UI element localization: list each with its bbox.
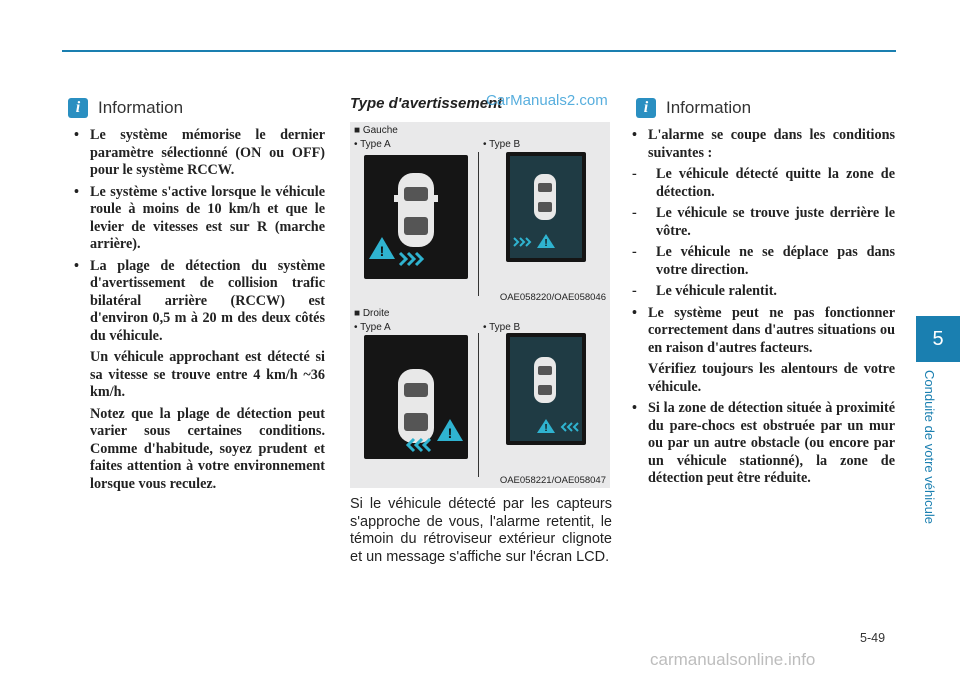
dash-item-2: - Le véhicule se trouve juste derrière le vôtre. bbox=[632, 205, 895, 239]
type-b-label: • Type B bbox=[483, 139, 521, 150]
figure-right-side bbox=[350, 305, 610, 488]
dash-text: Le véhicule se trouve juste derrière le vôtre. bbox=[656, 205, 895, 239]
dash-item-4: - Le véhicule ralentit. bbox=[632, 283, 777, 299]
dash-text: Le véhicule ralentit. bbox=[656, 283, 777, 299]
carmanuals-watermark: CarManuals2.com bbox=[486, 92, 608, 109]
info-icon: i bbox=[68, 98, 88, 118]
figure-divider bbox=[478, 333, 479, 477]
dash-item-3: - Le véhicule ne se déplace pas dans votre direction. bbox=[632, 244, 895, 278]
type-a-display bbox=[364, 155, 468, 279]
type-a-label: • Type A bbox=[354, 139, 391, 150]
type-a-label: • Type A bbox=[354, 322, 391, 333]
figure-code: OAE058221/OAE058047 bbox=[499, 475, 606, 486]
svg-text:!: ! bbox=[447, 425, 453, 441]
chapter-tab: 5 bbox=[916, 316, 960, 362]
type-b-display bbox=[506, 152, 586, 262]
right-para: Vérifiez toujours les alentours de votre véhicule. bbox=[648, 361, 895, 395]
left-bullet-3: • La plage de détection du système d'avertissement de collision trafic bilatéral arrière (RCCW) est d'environ 0,5 m à 20 m des deux côtés du véhicule. bbox=[74, 258, 325, 346]
right-bullet-1: • L'alarme se coupe dans les conditions suivantes : bbox=[632, 127, 895, 162]
car-warning-left-b-icon bbox=[506, 152, 586, 262]
figure-section-label: ■ Droite bbox=[354, 308, 390, 319]
left-info-heading bbox=[68, 98, 183, 118]
type-a-display bbox=[364, 335, 468, 459]
top-rule bbox=[62, 50, 896, 52]
left-info-title: Information bbox=[98, 98, 184, 117]
footer-watermark: carmanualsonline.info bbox=[650, 650, 816, 669]
figure-left-side bbox=[350, 122, 610, 305]
figure-section-label: ■ Gauche bbox=[354, 125, 398, 136]
figure-divider bbox=[478, 152, 479, 296]
svg-text:!: ! bbox=[544, 423, 548, 434]
svg-text:!: ! bbox=[379, 243, 385, 259]
car-warning-right-b-icon bbox=[506, 333, 586, 445]
chapter-label: Conduite de votre véhicule bbox=[922, 370, 937, 524]
left-para-2: Notez que la plage de détection peut varier sous certaines conditions. Comme d'habitude, soyez prudent et faites attention à votre environnement lorsque vous reculez. bbox=[90, 405, 325, 492]
left-bullet-2: • Le système s'active lorsque le véhicule roule à moins de 10 km/h et que le levier de vitesses est sur R (marche arrière). bbox=[74, 184, 325, 254]
right-bullet-3: • Si la zone de détection située à proximité du pare-chocs est obstruée par un mur ou par un autre obstacle (ou encore par un véhicule stationné), la zone de détection peut être réduite. bbox=[632, 400, 895, 488]
dash-text: Le véhicule détecté quitte la zone de détection. bbox=[656, 166, 895, 200]
right-info-title: Information bbox=[666, 98, 752, 117]
warning-type-title: Type d'avertissement bbox=[350, 95, 503, 112]
right-info-list bbox=[632, 127, 895, 492]
figure-code: OAE058220/OAE058046 bbox=[499, 292, 606, 303]
dash-item-1: - Le véhicule détecté quitte la zone de détection. bbox=[632, 166, 895, 200]
type-b-label: • Type B bbox=[483, 322, 521, 333]
left-bullet-1: • Le système mémorise le dernier paramètre sélectionné (ON ou OFF) pour le système RCCW. bbox=[74, 127, 325, 180]
right-info-heading bbox=[636, 98, 751, 118]
warning-description: Si le véhicule détecté par les capteurs s'approche de vous, l'alarme retentit, le témoin du rétroviseur extérieur clignote et un message s'affiche sur l'écran LCD. bbox=[350, 496, 612, 565]
type-b-display bbox=[506, 333, 586, 445]
svg-text:!: ! bbox=[544, 238, 548, 249]
car-warning-right-a-icon bbox=[364, 335, 468, 459]
info-icon: i bbox=[636, 98, 656, 118]
right-bullet-2: • Le système peut ne pas fonctionner correctement dans d'autres situations ou en raison d'autres facteurs. bbox=[632, 305, 895, 358]
car-warning-left-a-icon bbox=[364, 155, 468, 279]
left-para-1: Un véhicule approchant est détecté si sa vitesse se trouve entre 4 km/h ~36 km/h. bbox=[90, 349, 325, 400]
dash-text: Le véhicule ne se déplace pas dans votre direction. bbox=[656, 244, 895, 278]
page-number: 5-49 bbox=[860, 631, 886, 645]
left-info-list bbox=[74, 127, 325, 497]
